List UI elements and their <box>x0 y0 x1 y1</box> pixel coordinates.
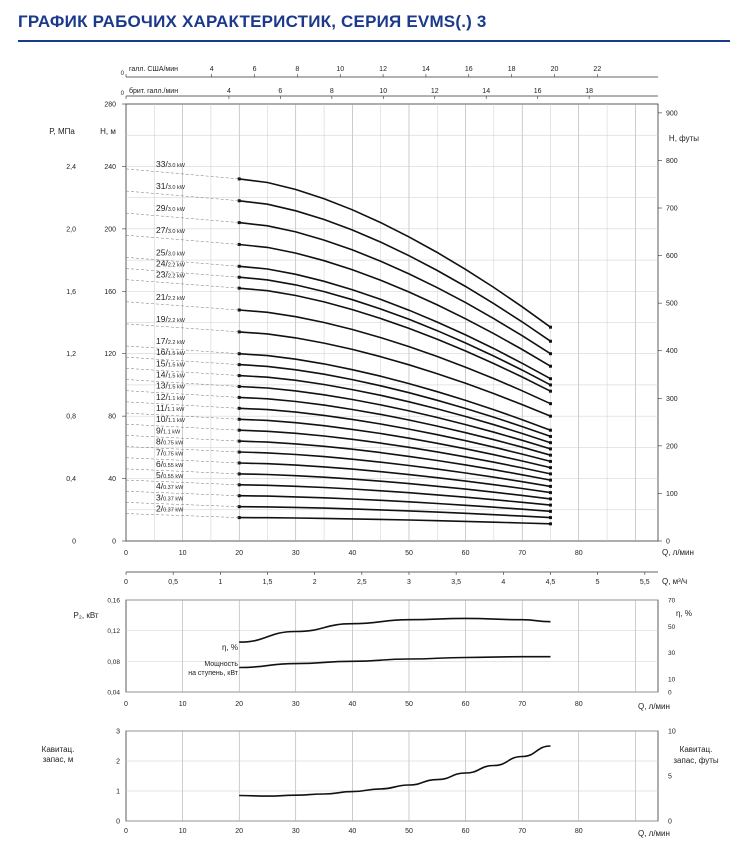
head-curve <box>239 430 550 474</box>
feet-tick-label: 900 <box>666 110 678 118</box>
m3h-tick-label: 4,5 <box>545 579 556 586</box>
curve-label-power: 1.1 kW <box>163 429 181 436</box>
curve-label-power: 0.75 kW <box>163 440 184 447</box>
x-tick-label: 0 <box>124 701 128 708</box>
curve-label-stages: 27/ <box>156 225 168 236</box>
m3h-tick-label: 3,5 <box>451 579 462 586</box>
m3h-tick-label: 0,5 <box>168 579 179 586</box>
x-tick-label: 10 <box>178 828 187 835</box>
m3h-tick-label: 0 <box>124 579 128 586</box>
npsh-curve <box>239 746 550 796</box>
curve-label <box>156 470 184 480</box>
curve-label <box>156 448 184 458</box>
feet-tick-label: 500 <box>666 300 678 308</box>
x-axis-label: Q, л/мин <box>662 548 694 557</box>
x-tick-label: 20 <box>235 550 244 557</box>
curve-label-power: 3.0 kW <box>167 162 185 169</box>
npsh-feet-axis-label: Кавитац. <box>679 745 713 754</box>
eta-tick-label: 30 <box>668 650 676 658</box>
m3h-tick-label: 5 <box>595 579 600 586</box>
us-gallon-tick-label: 20 <box>550 66 559 73</box>
power-curve <box>239 657 550 668</box>
curve-end-marker <box>549 460 552 463</box>
feet-tick-label: 200 <box>666 443 678 451</box>
y-tick-label: 240 <box>104 163 116 171</box>
us-gallon-axis-label: галл. США/мин <box>129 66 179 73</box>
x-tick-label: 80 <box>574 828 583 835</box>
us-gallon-tick-label: 12 <box>379 66 387 73</box>
m3h-tick-label: 1,5 <box>262 579 273 586</box>
npsh-axis-label: запас, м <box>42 755 74 764</box>
curve-end-marker <box>549 377 552 380</box>
feet-tick-label: 700 <box>666 205 678 213</box>
head-curve <box>239 354 550 431</box>
x-tick-label: 30 <box>291 550 300 557</box>
us-gallon-tick-label: 18 <box>507 66 516 73</box>
m3h-tick-label: 2 <box>312 579 317 586</box>
curve-end-marker <box>549 365 552 368</box>
us-gallon-tick-label: 0 <box>120 71 124 77</box>
us-gallon-tick-label: 4 <box>209 66 214 73</box>
curve-label-power: 0.55 kW <box>163 474 184 481</box>
curve-end-marker <box>549 479 552 482</box>
x-tick-label: 70 <box>518 701 527 708</box>
curve-label-power: 1.1 kW <box>167 407 185 414</box>
power-axis-label: P₂, кВт <box>73 611 99 620</box>
curve-label-power: 3.0 kW <box>167 229 185 236</box>
curve-label <box>156 347 186 357</box>
curve-label-power: 2.2 kW <box>167 295 185 302</box>
pressure-tick-label: 0 <box>72 538 76 546</box>
x-tick-label: 70 <box>518 828 527 835</box>
curve-label-power: 0.37 kW <box>163 507 184 514</box>
curve-label-stages: 3/ <box>156 492 164 503</box>
curve-label-stages: 29/ <box>156 203 168 214</box>
curve-end-marker <box>549 497 552 500</box>
curve-label-stages: 21/ <box>156 291 168 302</box>
feet-tick-label: 400 <box>666 348 678 356</box>
curve-label-stages: 10/ <box>156 414 168 425</box>
power-curve-label: Мощность <box>204 661 238 668</box>
curve-label-stages: 7/ <box>156 447 164 458</box>
curve-label-stages: 16/ <box>156 347 168 358</box>
curve-label-stages: 2/ <box>156 503 164 514</box>
pressure-tick-label: 2,0 <box>66 226 76 234</box>
curve-end-marker <box>549 466 552 469</box>
curve-end-marker <box>549 390 552 393</box>
efficiency-curve-label: η, % <box>221 643 238 652</box>
pressure-axis-label: P, МПа <box>49 127 75 136</box>
curve-end-marker <box>549 429 552 432</box>
curve-label-power: 1.1 kW <box>167 418 185 425</box>
pressure-tick-label: 0,4 <box>66 476 76 484</box>
y-tick-label: 280 <box>104 101 116 109</box>
feet-tick-label: 800 <box>666 157 678 165</box>
curve-end-marker <box>549 516 552 519</box>
curve-label-stages: 14/ <box>156 369 168 380</box>
uk-gallon-axis-label: брит. галл./мин <box>129 88 179 95</box>
curve-label-stages: 5/ <box>156 470 164 481</box>
curve-label-power: 3.0 kW <box>167 207 185 214</box>
efficiency-plot-frame <box>126 600 658 692</box>
uk-gallon-tick-label: 14 <box>482 88 491 95</box>
us-gallon-tick-label: 8 <box>295 66 300 73</box>
x-tick-label: 70 <box>518 550 527 557</box>
curve-label-stages: 19/ <box>156 313 168 324</box>
power-tick-label: 0,12 <box>107 628 120 636</box>
curve-label-stages: 11/ <box>156 403 168 414</box>
m3h-tick-label: 3 <box>407 579 411 586</box>
curve-label <box>156 414 186 424</box>
curve-label <box>156 247 186 257</box>
x-tick-label: 30 <box>291 701 300 708</box>
head-curve <box>239 332 550 416</box>
curve-label <box>156 159 186 169</box>
curve-label-stages: 24/ <box>156 258 168 269</box>
curve-label-power: 1.5 kW <box>167 362 185 369</box>
us-gallon-tick-label: 10 <box>336 66 345 73</box>
uk-gallon-tick-label: 4 <box>226 88 231 95</box>
y-tick-label: 40 <box>108 476 116 484</box>
page-title: ГРАФИК РАБОЧИХ ХАРАКТЕРИСТИК, СЕРИЯ EVMS(.) 3 <box>18 12 487 31</box>
x-tick-label: 0 <box>124 550 128 557</box>
x-tick-label: 50 <box>405 828 413 835</box>
power-tick-label: 0,16 <box>107 597 120 605</box>
curve-label-power: 0.37 kW <box>163 485 184 492</box>
curve-end-marker <box>549 415 552 418</box>
feet-tick-label: 300 <box>666 395 678 403</box>
us-gallon-tick-label: 14 <box>422 66 430 73</box>
curve-label <box>156 481 184 491</box>
x-tick-label: 20 <box>235 701 244 708</box>
npsh-feet-tick-label: 0 <box>668 818 672 826</box>
curve-label-power: 2.2 kW <box>167 317 185 324</box>
curve-label <box>156 437 184 447</box>
feet-tick-label: 100 <box>666 490 678 498</box>
curve-end-marker <box>549 383 552 386</box>
head-curve <box>239 496 550 512</box>
curve-label-stages: 6/ <box>156 458 164 469</box>
curve-label-stages: 17/ <box>156 335 168 346</box>
curve-label-stages: 33/ <box>156 158 168 169</box>
pressure-tick-label: 0,8 <box>66 413 76 421</box>
npsh-feet-axis-label: запас, футы <box>673 756 719 765</box>
eta-tick-label: 50 <box>668 623 676 631</box>
x-tick-label: 10 <box>178 701 187 708</box>
x-axis-label: Q, л/мин <box>638 702 670 711</box>
curve-end-marker <box>549 522 552 525</box>
uk-gallon-tick-label: 6 <box>278 88 283 95</box>
uk-gallon-tick-label: 10 <box>379 88 388 95</box>
y-tick-label: 160 <box>104 288 116 296</box>
m3h-axis-label: Q, м³/ч <box>662 577 688 586</box>
x-tick-label: 40 <box>348 828 357 835</box>
x-tick-label: 60 <box>461 701 470 708</box>
m3h-tick-label: 1 <box>218 579 223 586</box>
curve-label <box>156 314 186 324</box>
curve-label <box>156 504 184 514</box>
uk-gallon-tick-label: 18 <box>585 88 594 95</box>
npsh-feet-tick-label: 5 <box>668 773 672 781</box>
x-tick-label: 80 <box>574 701 583 708</box>
npsh-axis-label: Кавитац. <box>41 745 75 754</box>
curve-label <box>156 358 186 368</box>
curve-end-marker <box>549 441 552 444</box>
y-tick-label: 0 <box>112 538 116 546</box>
curve-end-marker <box>549 326 552 329</box>
x-tick-label: 60 <box>461 828 470 835</box>
x-tick-label: 40 <box>348 701 357 708</box>
feet-axis-label: H, футы <box>668 134 700 143</box>
curve-label-power: 2.2 kW <box>167 273 185 280</box>
curve-end-marker <box>549 340 552 343</box>
curve-label <box>156 459 184 469</box>
curve-label-power: 1.5 kW <box>167 384 185 391</box>
curve-label <box>156 381 186 391</box>
eta-tick-label: 0 <box>668 689 672 697</box>
eta-tick-label: 10 <box>668 676 676 684</box>
y-tick-label: 200 <box>104 226 116 234</box>
curve-label-power: 3.0 kW <box>167 185 185 192</box>
curve-label <box>156 403 185 413</box>
curve-label <box>156 203 186 213</box>
x-axis-label: Q, л/мин <box>638 829 670 838</box>
curve-label-stages: 13/ <box>156 380 168 391</box>
curve-label-power: 3.0 kW <box>167 251 185 258</box>
curve-label <box>156 270 186 280</box>
curve-label-stages: 4/ <box>156 481 164 492</box>
x-tick-label: 20 <box>235 828 244 835</box>
curve-label-power: 0.75 kW <box>163 451 184 458</box>
head-curve <box>239 223 550 354</box>
curve-end-marker <box>549 504 552 507</box>
npsh-tick-label: 1 <box>116 788 120 796</box>
curve-end-marker <box>549 435 552 438</box>
curve-label <box>156 225 186 235</box>
head-curve <box>239 518 550 524</box>
curve-end-marker <box>549 472 552 475</box>
y-tick-label: 80 <box>108 413 116 421</box>
eta-axis-label: η, % <box>675 609 693 618</box>
feet-tick-label: 0 <box>666 538 670 546</box>
head-curve <box>239 485 550 505</box>
curve-label-stages: 9/ <box>156 425 164 436</box>
curve-label-stages: 15/ <box>156 358 168 369</box>
curve-label-stages: 25/ <box>156 247 168 258</box>
x-tick-label: 60 <box>461 550 470 557</box>
x-tick-label: 10 <box>178 550 187 557</box>
uk-gallon-tick-label: 8 <box>329 88 334 95</box>
pressure-tick-label: 1,6 <box>66 288 76 296</box>
curve-label-power: 1.5 kW <box>167 373 185 380</box>
curve-label <box>156 292 186 302</box>
curve-label <box>156 369 186 379</box>
npsh-tick-label: 0 <box>116 818 120 826</box>
uk-gallon-tick-label: 16 <box>533 88 542 95</box>
curve-end-marker <box>549 485 552 488</box>
curve-label <box>156 392 186 402</box>
x-tick-label: 30 <box>291 828 300 835</box>
feet-tick-label: 600 <box>666 253 678 261</box>
us-gallon-tick-label: 22 <box>593 66 602 73</box>
curve-end-marker <box>549 454 552 457</box>
curve-end-marker <box>549 510 552 513</box>
power-curve-label: на ступень, кВт <box>188 670 238 677</box>
head-curve <box>239 201 550 341</box>
x-tick-label: 0 <box>124 828 128 835</box>
y-axis-label: H, м <box>100 127 116 136</box>
curve-end-marker <box>549 447 552 450</box>
x-tick-label: 80 <box>574 550 583 557</box>
curve-end-marker <box>549 402 552 405</box>
npsh-feet-tick-label: 10 <box>668 728 676 736</box>
curve-label-power: 0.55 kW <box>163 462 184 469</box>
pressure-tick-label: 2,4 <box>66 163 76 171</box>
curve-label-power: 2.2 kW <box>167 339 185 346</box>
npsh-tick-label: 3 <box>116 728 120 736</box>
curve-label <box>156 336 186 346</box>
curve-end-marker <box>549 352 552 355</box>
head-curve <box>239 441 550 480</box>
us-gallon-tick-label: 16 <box>464 66 473 73</box>
eta-tick-label: 70 <box>668 597 676 605</box>
y-tick-label: 120 <box>104 351 116 359</box>
curve-label-stages: 12/ <box>156 391 168 402</box>
power-tick-label: 0,08 <box>107 658 120 666</box>
m3h-tick-label: 2,5 <box>356 579 367 586</box>
curve-label-stages: 31/ <box>156 181 168 192</box>
curve-label-power: 1.5 kW <box>167 351 185 358</box>
us-gallon-tick-label: 6 <box>252 66 257 73</box>
curve-label-power: 2.2 kW <box>167 262 185 269</box>
curve-label-power: 1.1 kW <box>167 395 185 402</box>
curve-label-stages: 8/ <box>156 436 164 447</box>
curve-label-power: 0.37 kW <box>163 496 184 503</box>
x-tick-label: 40 <box>348 550 357 557</box>
m3h-tick-label: 5,5 <box>639 579 650 586</box>
head-curve <box>239 463 550 493</box>
power-tick-label: 0,04 <box>107 689 120 697</box>
uk-gallon-tick-label: 12 <box>430 88 439 95</box>
pressure-tick-label: 1,2 <box>66 351 76 359</box>
m3h-tick-label: 4 <box>501 579 506 586</box>
x-tick-label: 50 <box>405 550 413 557</box>
npsh-plot-frame <box>126 731 658 821</box>
npsh-tick-label: 2 <box>116 758 120 766</box>
curve-label-stages: 23/ <box>156 269 168 280</box>
efficiency-curve <box>239 618 550 642</box>
uk-gallon-tick-label: 0 <box>120 91 124 97</box>
curve-label <box>156 181 186 191</box>
curve-end-marker <box>549 491 552 494</box>
x-tick-label: 50 <box>405 701 413 708</box>
curve-label <box>156 492 184 502</box>
